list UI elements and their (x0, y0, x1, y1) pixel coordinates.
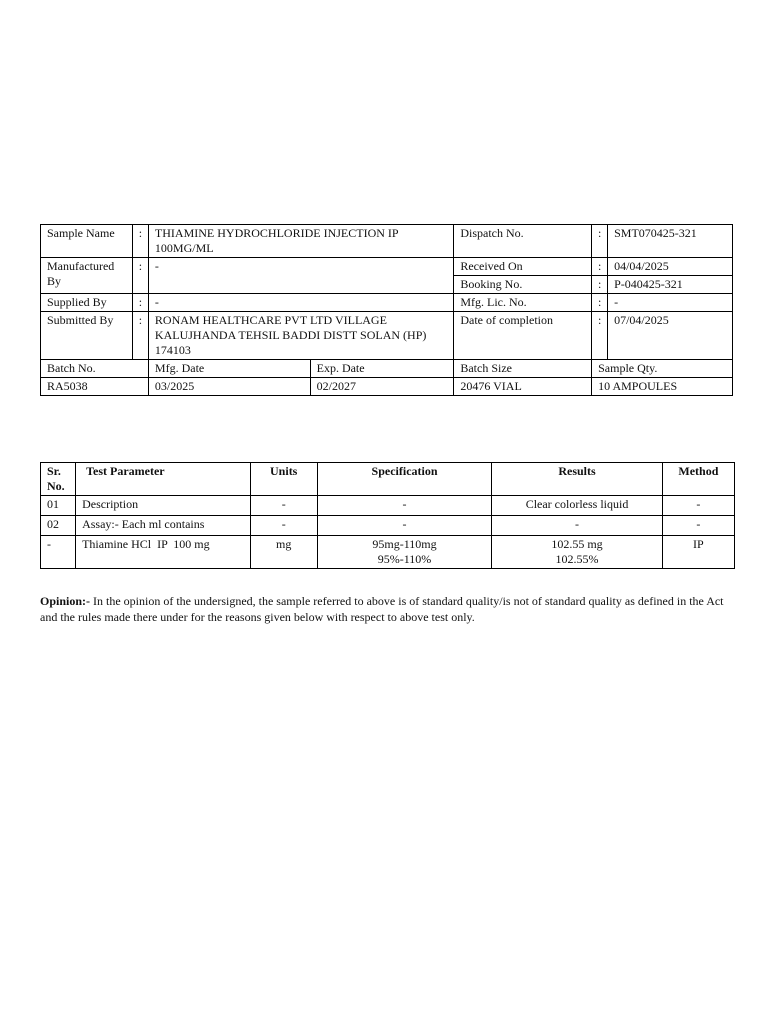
received-label: Received On (454, 258, 592, 276)
header-units: Units (250, 463, 317, 496)
manufactured-label: Manufactured By (41, 258, 133, 294)
colon: : (592, 276, 608, 294)
batch-no-value: RA5038 (41, 378, 149, 396)
row-sr-no: 01 (41, 496, 76, 516)
row-test-parameter: Assay:- Each ml contains (76, 516, 251, 536)
result-percent: 102.55% (555, 552, 599, 566)
colon: : (132, 258, 148, 294)
info-row (41, 258, 733, 276)
dispatch-value: SMT070425-321 (608, 225, 733, 258)
test-results-table (40, 462, 735, 569)
booking-label: Booking No. (454, 276, 592, 294)
mfg-date-value: 03/2025 (148, 378, 310, 396)
sample-name-value: THIAMINE HYDROCHLORIDE INJECTION IP 100MG/ML (148, 225, 453, 258)
header-results: Results (492, 463, 662, 496)
submitted-label: Submitted By (41, 312, 133, 360)
dispatch-label: Dispatch No. (454, 225, 592, 258)
row-units: - (250, 496, 317, 516)
row-sr-no: 02 (41, 516, 76, 536)
mfg-date-label: Mfg. Date (148, 360, 310, 378)
opinion-label: Opinion:- (40, 594, 91, 608)
header-method: Method (662, 463, 734, 496)
row-specification: - (317, 516, 492, 536)
manufactured-value: - (148, 258, 453, 294)
header-sr-no: Sr. No. (41, 463, 76, 496)
row-results: - (492, 516, 662, 536)
mfg-lic-label: Mfg. Lic. No. (454, 294, 592, 312)
colon: : (592, 258, 608, 276)
row-test-parameter: Description (76, 496, 251, 516)
colon: : (132, 294, 148, 312)
received-value: 04/04/2025 (608, 258, 733, 276)
table-row (41, 536, 735, 569)
header-test-parameter: Test Parameter (76, 463, 251, 496)
batch-value-row (41, 378, 733, 396)
row-results: Clear colorless liquid (492, 496, 662, 516)
sample-qty-value: 10 AMPOULES (592, 378, 733, 396)
mfg-lic-value: - (608, 294, 733, 312)
supplied-value: - (148, 294, 453, 312)
completion-value: 07/04/2025 (608, 312, 733, 360)
row-sr-no: - (41, 536, 76, 569)
exp-date-label: Exp. Date (310, 360, 454, 378)
sample-name-label: Sample Name (41, 225, 133, 258)
batch-size-label: Batch Size (454, 360, 592, 378)
table-row (41, 516, 735, 536)
sample-info-table (40, 224, 733, 396)
row-method: - (662, 516, 734, 536)
result-mg: 102.55 mg (551, 537, 603, 551)
colon: : (592, 312, 608, 360)
test-header-row (41, 463, 735, 496)
row-test-parameter: Thiamine HCl IP 100 mg (76, 536, 251, 569)
info-row (41, 225, 733, 258)
row-specification: - (317, 496, 492, 516)
batch-no-label: Batch No. (41, 360, 149, 378)
row-specification (317, 536, 492, 569)
colon: : (132, 225, 148, 258)
colon: : (592, 225, 608, 258)
header-specification: Specification (317, 463, 492, 496)
spec-mg-range: 95mg-110mg (372, 537, 437, 551)
info-row (41, 294, 733, 312)
row-units: mg (250, 536, 317, 569)
completion-label: Date of completion (454, 312, 592, 360)
table-row (41, 496, 735, 516)
colon: : (132, 312, 148, 360)
submitted-value: RONAM HEALTHCARE PVT LTD VILLAGE KALUJHANDA TEHSIL BADDI DISTT SOLAN (HP) 174103 (148, 312, 453, 360)
row-method: IP (662, 536, 734, 569)
batch-size-value: 20476 VIAL (454, 378, 592, 396)
supplied-label: Supplied By (41, 294, 133, 312)
info-row (41, 312, 733, 360)
spec-percent-range: 95%-110% (377, 552, 432, 566)
booking-value: P-040425-321 (608, 276, 733, 294)
row-results (492, 536, 662, 569)
opinion-paragraph (40, 593, 732, 625)
row-units: - (250, 516, 317, 536)
batch-header-row (41, 360, 733, 378)
exp-date-value: 02/2027 (310, 378, 454, 396)
colon: : (592, 294, 608, 312)
sample-qty-label: Sample Qty. (592, 360, 733, 378)
opinion-text: In the opinion of the undersigned, the sample referred to above is of standard quality/is not of standard quality as defined in the Act and the rules made there under for the reasons given below with respect to above test only. (40, 594, 724, 624)
row-method: - (662, 496, 734, 516)
